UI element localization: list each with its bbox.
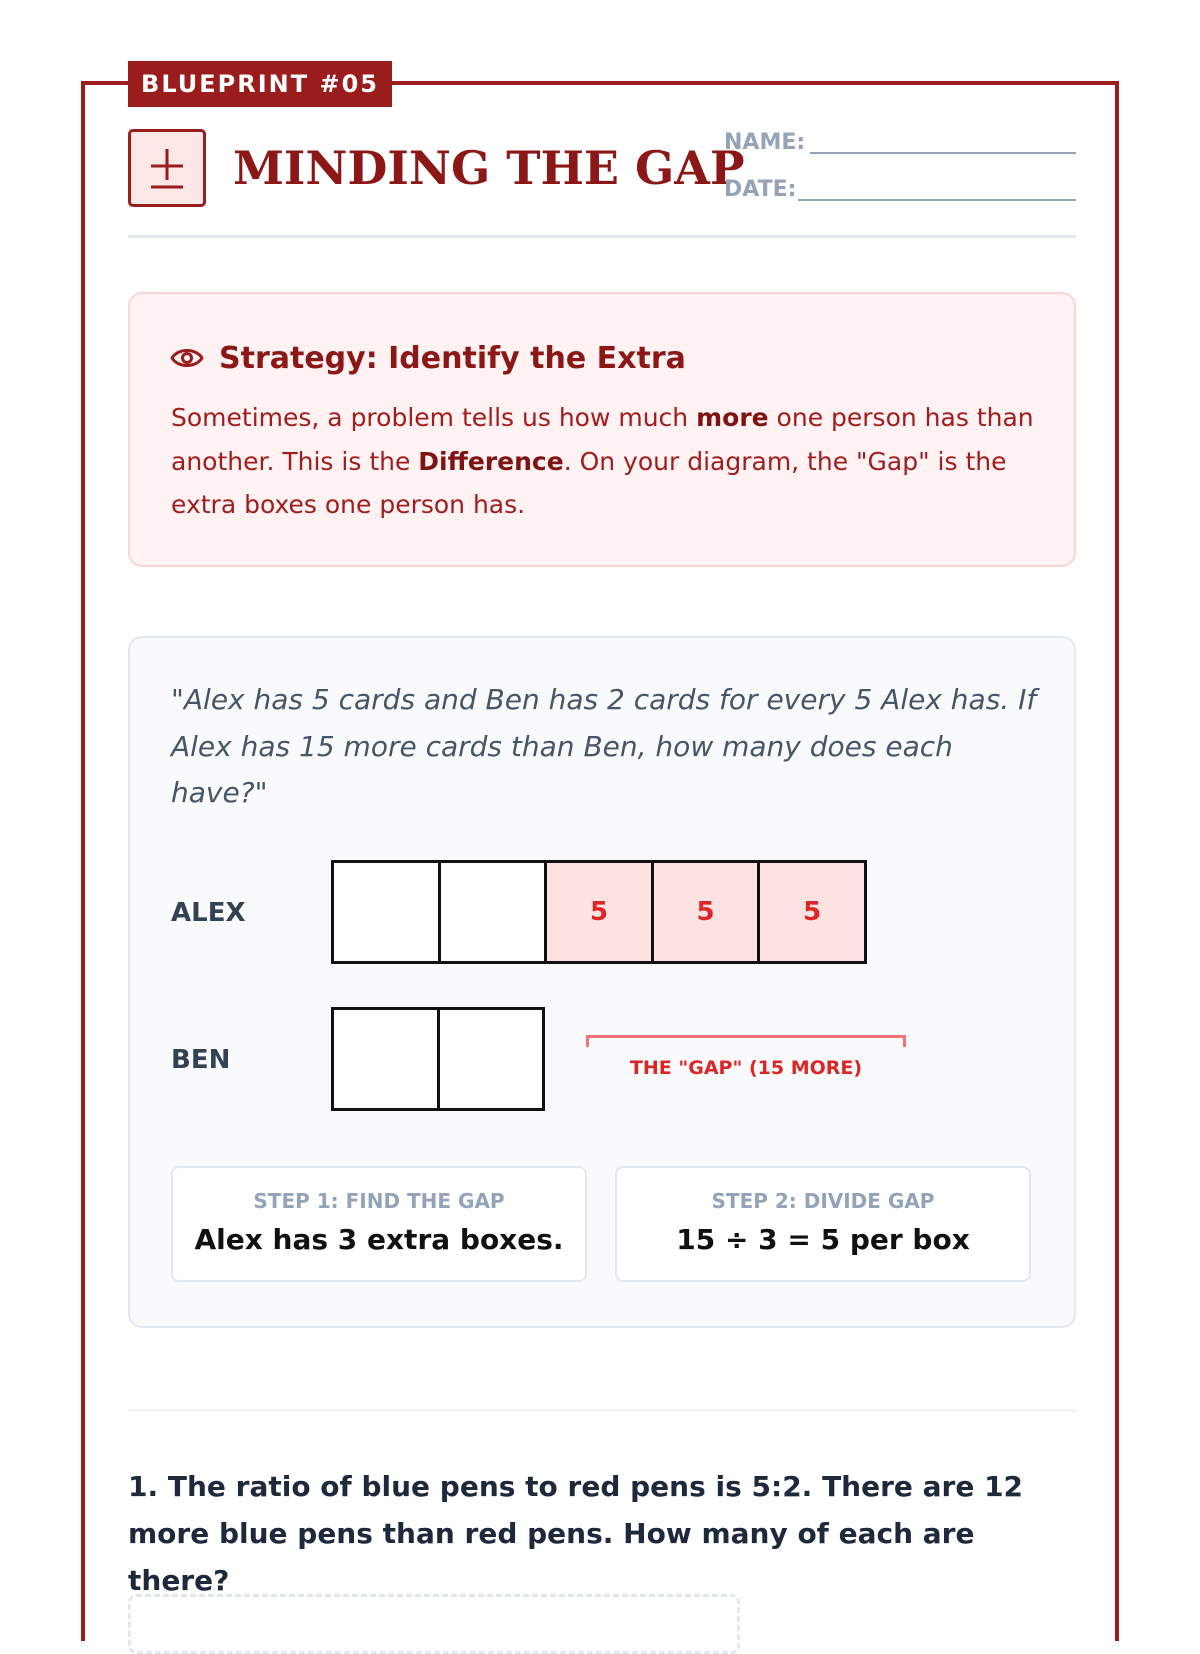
answer-box-1[interactable] (128, 1594, 740, 1654)
gap-bracket (586, 1035, 906, 1047)
gap-label: THE "GAP" (15 MORE) (629, 1057, 863, 1079)
bar-cell (334, 863, 441, 961)
header-divider (128, 235, 1076, 238)
bar-cell (334, 1010, 440, 1108)
blueprint-tag: BLUEPRINT #05 (128, 61, 392, 107)
bar-cell (441, 863, 548, 961)
name-label: NAME: (724, 130, 806, 155)
gap-cell: 5 (760, 863, 864, 961)
ben-bar (331, 1007, 545, 1111)
eye-icon (170, 343, 204, 373)
bar-cell (440, 1010, 543, 1108)
step-card-2 (615, 1166, 1031, 1282)
step-label: STEP 2: DIVIDE GAP (711, 1189, 935, 1213)
strategy-text: Sometimes, a problem tells us how much more one person has than another. This is the Difference. On your diagram, the "Gap" is the extra boxes one person has. (171, 403, 1034, 519)
gap-cell: 5 (654, 863, 761, 961)
plus-minus-icon (128, 129, 206, 207)
page-title: MINDING THE GAP (233, 141, 745, 195)
date-label: DATE: (724, 177, 797, 202)
date-field[interactable] (798, 199, 1076, 201)
alex-bar (331, 860, 867, 964)
emphasis-more: more (696, 403, 769, 432)
step-value: Alex has 3 extra boxes. (194, 1223, 564, 1256)
emphasis-difference: Difference (418, 446, 564, 476)
step-label: STEP 1: FIND THE GAP (253, 1189, 505, 1213)
question-1: 1. The ratio of blue pens to red pens is 5:2. There are 12 more blue pens than red pens. How many of each are there? (128, 1470, 1024, 1597)
strategy-title: Strategy: Identify the Extra (219, 341, 686, 376)
section-divider (128, 1409, 1076, 1412)
step-card-1 (171, 1166, 587, 1282)
row-label-ben: BEN (171, 1045, 231, 1075)
name-field[interactable] (810, 152, 1076, 154)
gap-cell: 5 (547, 863, 654, 961)
example-problem: "Alex has 5 cards and Ben has 2 cards for every 5 Alex has. If Alex has 15 more cards than Ben, how many does each have?" (171, 683, 1037, 809)
row-label-alex: ALEX (171, 898, 246, 928)
step-value: 15 ÷ 3 = 5 per box (676, 1223, 970, 1256)
